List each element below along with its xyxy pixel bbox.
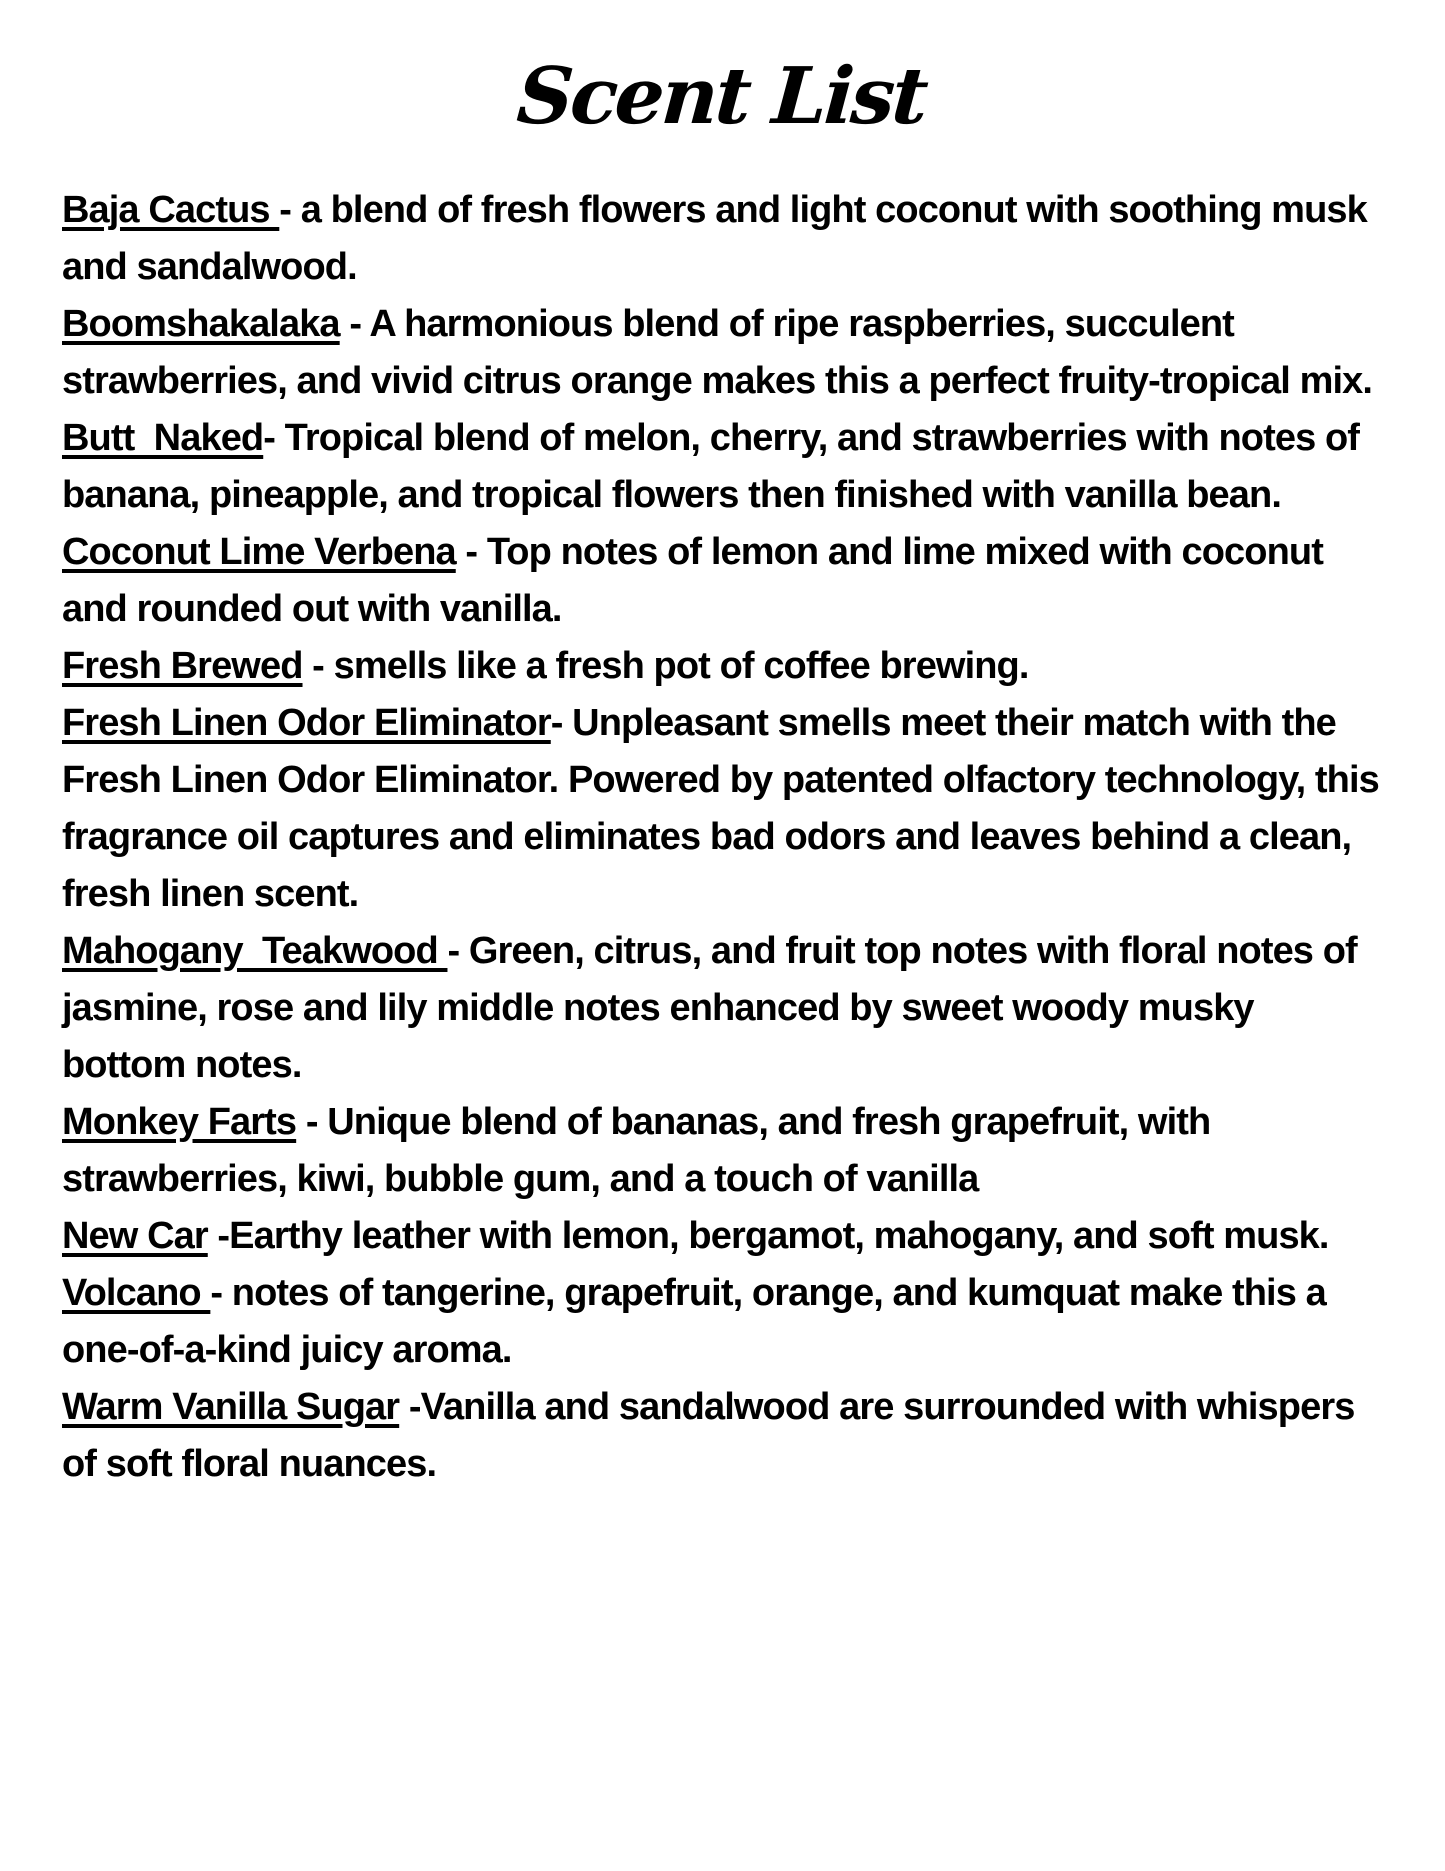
scent-name: Fresh Linen Odor Eliminator [62,702,551,744]
scent-description: - notes of tangerine, grapefruit, orange, and kumquat make this a one-of-a-kind juicy aroma. [62,1272,1336,1371]
scent-name: Mahogany Teakwood [62,930,448,972]
scent-name: Boomshakalaka [62,303,340,345]
scent-name: Butt Naked [62,417,264,459]
scent-name: Baja Cactus [62,189,280,231]
scent-description: -Vanilla and sandalwood are surrounded with whispers of soft floral nuances. [62,1386,1365,1485]
scent-entry [62,1208,1383,1265]
scent-description: -Earthy leather with lemon, bergamot, mahogany, and soft musk. [207,1215,1329,1257]
scent-entry [62,1265,1383,1379]
scent-name: Volcano [62,1272,211,1314]
scent-entry [62,1094,1383,1208]
scent-name: Warm Vanilla Sugar [62,1386,400,1428]
scent-description: - a blend of fresh flowers and light coconut with soothing musk and sandalwood. [62,189,1377,288]
scent-description: - smells like a fresh pot of coffee brewing. [302,645,1029,687]
scent-description: - Green, citrus, and fruit top notes with floral notes of jasmine, rose and lily middle notes enhanced by sweet woody musky bottom notes. [62,930,1367,1086]
scent-entry [62,1379,1383,1493]
scent-name: Coconut Lime Verbena [62,531,456,573]
scent-name: New Car [62,1215,208,1257]
scent-entry [62,524,1383,638]
scent-description: - Unique blend of bananas, and fresh grapefruit, with strawberries, kiwi, bubble gum, and a touch of vanilla [62,1101,1220,1200]
scent-entry [62,410,1383,524]
scent-list [62,182,1389,1493]
scent-entry [62,695,1389,923]
page-title: Scent List [514,51,929,142]
scent-entry [62,923,1383,1094]
scent-description: - Unpleasant smells meet their match with the Fresh Linen Odor Eliminator. Powered by patented olfactory technology, this fragrance oil captures and eliminates bad odors and leaves behind a clean, fresh linen scent. [62,702,1389,915]
scent-description: - Tropical blend of melon, cherry, and strawberries with notes of banana, pineapple, and tropical flowers then finished with vanilla bean. [62,417,1369,516]
scent-description: - A harmonious blend of ripe raspberries, succulent strawberries, and vivid citrus orange makes this a perfect fruity-tropical mix. [62,303,1373,402]
scent-name: Monkey Farts [62,1101,297,1143]
scent-entry [62,638,1383,695]
scent-name: Fresh Brewed [62,645,303,687]
scent-entry [62,296,1383,410]
scent-entry [62,182,1383,296]
scent-description: - Top notes of lemon and lime mixed with coconut and rounded out with vanilla. [62,531,1333,630]
